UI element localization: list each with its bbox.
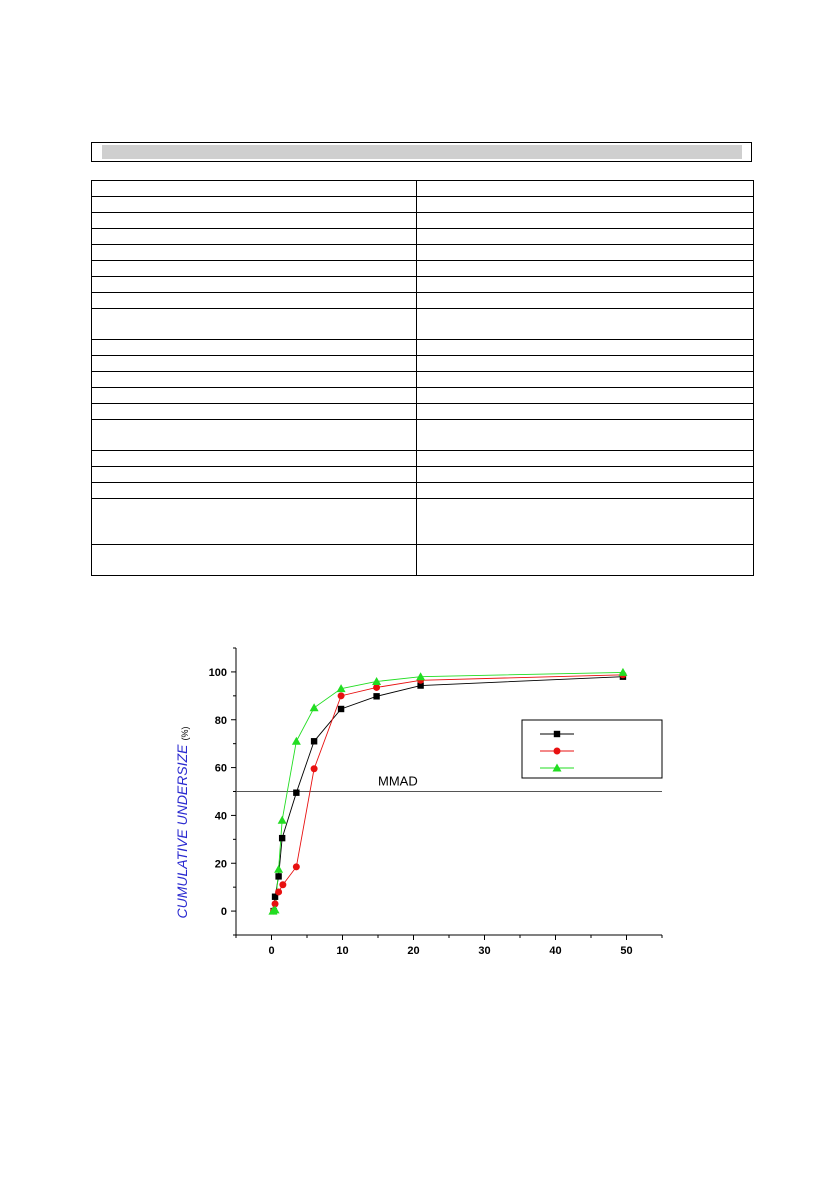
table-cell-value xyxy=(417,340,754,356)
table-cell-label xyxy=(92,261,417,277)
y-tick-label: 100 xyxy=(208,666,227,679)
table-row xyxy=(92,372,754,388)
series-2-point xyxy=(275,888,282,895)
table-cell-label xyxy=(92,372,417,388)
table-row xyxy=(92,483,754,499)
table-cell-label xyxy=(92,181,417,197)
table-cell-value xyxy=(417,213,754,229)
x-tick-label: 10 xyxy=(336,945,349,957)
table-cell-label xyxy=(92,451,417,467)
table-cell-label xyxy=(92,293,417,309)
x-tick-label: 40 xyxy=(549,945,562,957)
mmad-label: MMAD xyxy=(378,773,418,789)
series-2-point xyxy=(311,765,318,772)
table-cell-label xyxy=(92,229,417,245)
table-row xyxy=(92,545,754,576)
legend-marker xyxy=(554,731,560,737)
table-row xyxy=(92,499,754,545)
table-row xyxy=(92,309,754,340)
table-row xyxy=(92,420,754,451)
series-3-point xyxy=(292,737,301,745)
table-row xyxy=(92,181,754,197)
table-cell-label xyxy=(92,277,417,293)
table-cell-value xyxy=(417,261,754,277)
cumulative-undersize-chart xyxy=(160,640,680,970)
table-row xyxy=(92,261,754,277)
table-cell-value xyxy=(417,372,754,388)
table-cell-value xyxy=(417,545,754,576)
section-title-bar xyxy=(102,145,742,159)
y-axis-unit: (%) xyxy=(180,726,190,741)
table-row xyxy=(92,388,754,404)
table-row xyxy=(92,451,754,467)
table-cell-value xyxy=(417,388,754,404)
table-cell-value xyxy=(417,277,754,293)
table-cell-value xyxy=(417,451,754,467)
table-row xyxy=(92,356,754,372)
table-cell-label xyxy=(92,245,417,261)
series-2-line xyxy=(274,675,623,911)
specification-table xyxy=(91,180,754,576)
series-1-point xyxy=(373,693,379,699)
series-2-point xyxy=(293,863,300,870)
table-cell-value xyxy=(417,499,754,545)
x-tick-label: 30 xyxy=(478,945,491,957)
x-tick-label: 0 xyxy=(268,945,275,957)
table-row xyxy=(92,404,754,420)
table-row xyxy=(92,229,754,245)
table-cell-label xyxy=(92,483,417,499)
table-cell-label xyxy=(92,213,417,229)
table-row xyxy=(92,293,754,309)
table-row xyxy=(92,340,754,356)
y-tick-label: 20 xyxy=(214,858,227,871)
series-1-point xyxy=(311,738,317,744)
table-cell-value xyxy=(417,483,754,499)
series-2-point xyxy=(338,692,345,699)
x-tick-label: 20 xyxy=(407,945,420,957)
y-tick-label: 80 xyxy=(214,714,227,727)
table-cell-label xyxy=(92,340,417,356)
table-cell-value xyxy=(417,197,754,213)
series-3-point xyxy=(274,865,283,873)
legend-box xyxy=(522,720,662,778)
series-3-point xyxy=(278,816,287,824)
series-1-point xyxy=(338,706,344,712)
table-cell-label xyxy=(92,404,417,420)
series-2-point xyxy=(373,684,380,691)
series-1-point xyxy=(279,835,285,841)
table-cell-label xyxy=(92,467,417,483)
table-row xyxy=(92,277,754,293)
table-row xyxy=(92,197,754,213)
table-cell-value xyxy=(417,293,754,309)
table-cell-label xyxy=(92,545,417,576)
table-row xyxy=(92,245,754,261)
table-cell-value xyxy=(417,404,754,420)
y-axis-title: CUMULATIVE UNDERSIZE xyxy=(174,744,190,919)
table-cell-value xyxy=(417,309,754,340)
table-cell-label xyxy=(92,420,417,451)
table-cell-value xyxy=(417,356,754,372)
y-tick-label: 0 xyxy=(220,906,227,919)
table-cell-label xyxy=(92,356,417,372)
series-2-point xyxy=(279,881,286,888)
y-tick-label: 40 xyxy=(214,810,227,823)
table-cell-value xyxy=(417,467,754,483)
y-tick-label: 60 xyxy=(214,762,227,775)
table-cell-value xyxy=(417,181,754,197)
table-row xyxy=(92,467,754,483)
section-title-box xyxy=(91,142,752,162)
series-1-point xyxy=(275,873,281,879)
legend-marker xyxy=(554,748,561,755)
series-1-line xyxy=(274,677,623,911)
table-row xyxy=(92,213,754,229)
table-cell-label xyxy=(92,388,417,404)
table-cell-label xyxy=(92,197,417,213)
table-cell-label xyxy=(92,309,417,340)
x-tick-label: 50 xyxy=(620,945,633,957)
table-cell-value xyxy=(417,420,754,451)
series-3-point xyxy=(618,668,627,676)
table-cell-value xyxy=(417,245,754,261)
chart-svg xyxy=(160,640,680,970)
table-cell-value xyxy=(417,229,754,245)
table-cell-label xyxy=(92,499,417,545)
series-3-point xyxy=(310,703,319,711)
series-1-point xyxy=(293,789,299,795)
